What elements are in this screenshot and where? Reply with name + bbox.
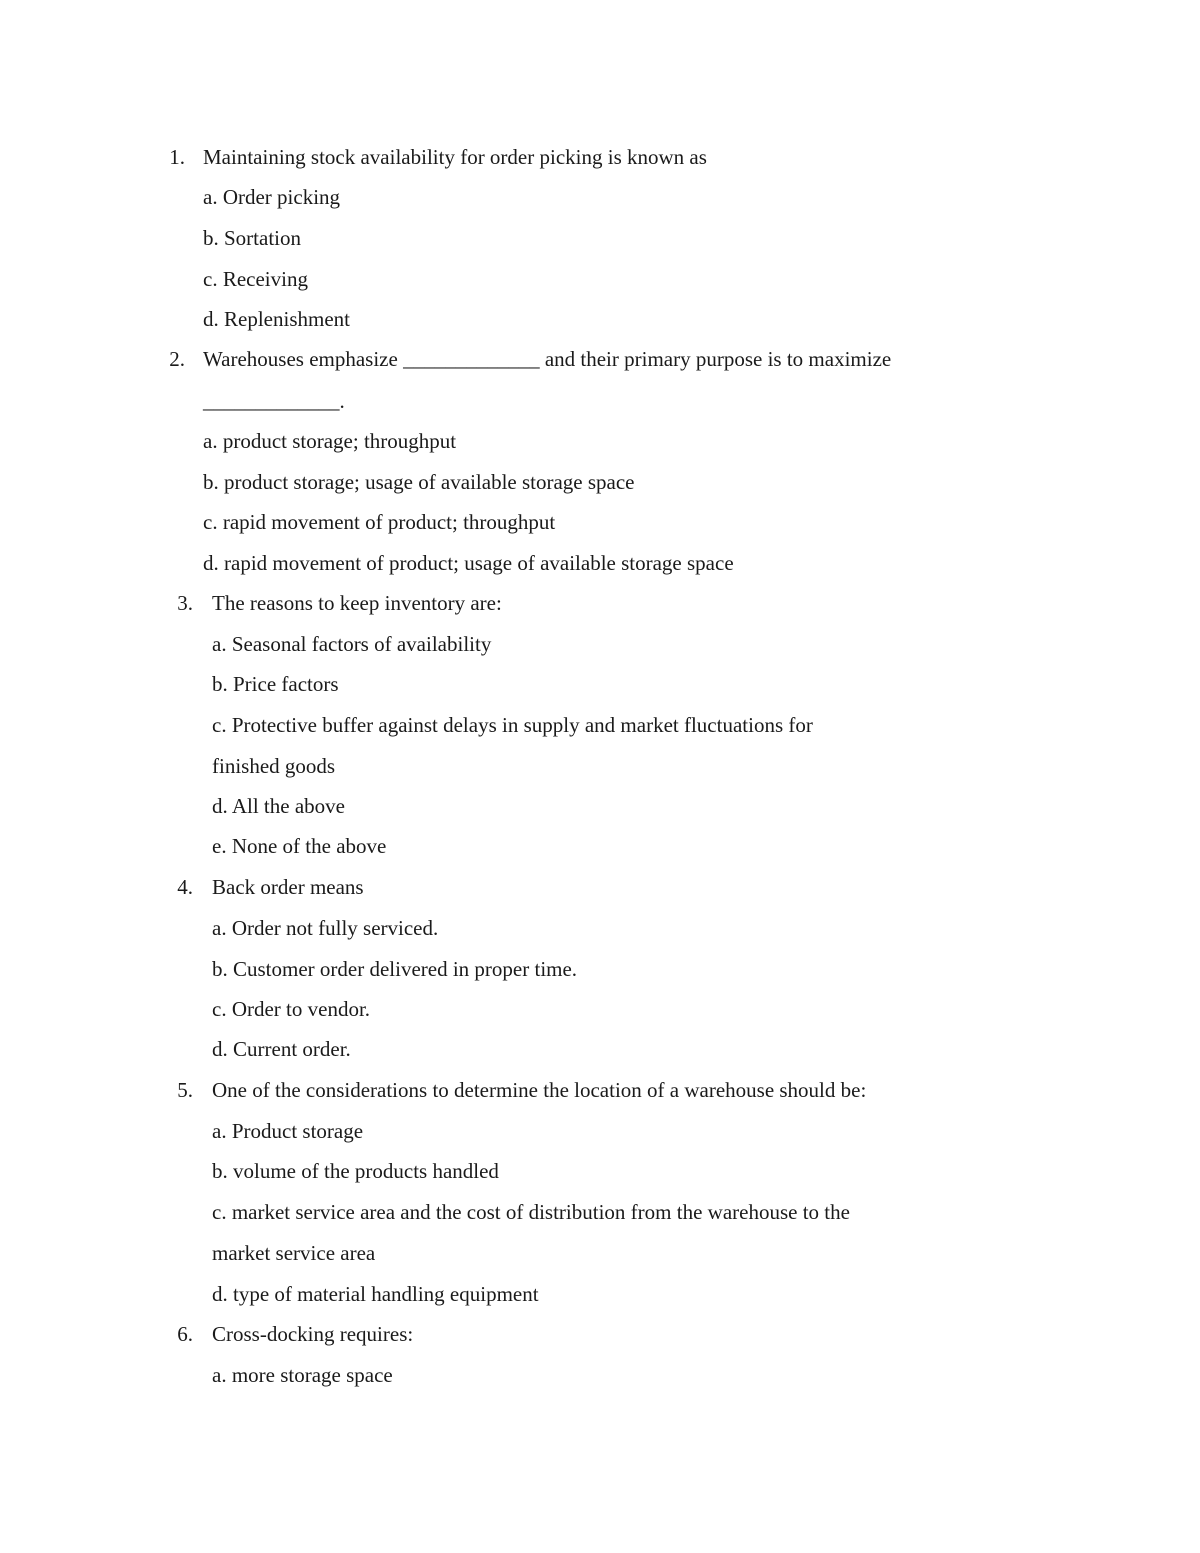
question-number: 4. — [177, 875, 193, 899]
option-a: a. Order not fully serviced. — [212, 916, 439, 940]
option-d: d. Replenishment — [203, 307, 350, 331]
option-c: c. rapid movement of product; throughput — [203, 510, 556, 534]
option-c-continued: market service area — [212, 1241, 376, 1265]
question-number: 5. — [177, 1078, 193, 1102]
option-a: a. more storage space — [212, 1363, 393, 1387]
option-d: d. rapid movement of product; usage of available storage space — [203, 551, 734, 575]
option-e: e. None of the above — [212, 834, 387, 858]
question-number: 6. — [177, 1322, 193, 1346]
question-text: Cross-docking requires: — [212, 1322, 414, 1346]
option-c-continued: finished goods — [212, 754, 336, 778]
question-number: 1. — [169, 145, 185, 169]
option-b: b. product storage; usage of available storage space — [203, 470, 635, 494]
option-c: c. Protective buffer against delays in supply and market fluctuations for — [212, 713, 813, 737]
question-text: Warehouses emphasize _____________ and their primary purpose is to maximize — [203, 347, 892, 371]
option-d: d. Current order. — [212, 1037, 351, 1061]
option-b: b. volume of the products handled — [212, 1159, 499, 1183]
option-b: b. Price factors — [212, 672, 339, 696]
option-a: a. Seasonal factors of availability — [212, 632, 492, 656]
option-b: b. Customer order delivered in proper time. — [212, 957, 578, 981]
option-a: a. Order picking — [203, 185, 341, 209]
question-text: The reasons to keep inventory are: — [212, 591, 502, 615]
question-number: 2. — [169, 347, 185, 371]
option-a: a. product storage; throughput — [203, 429, 457, 453]
option-b: b. Sortation — [203, 226, 301, 250]
question-number: 3. — [177, 591, 193, 615]
question-text: Maintaining stock availability for order picking is known as — [203, 145, 707, 169]
question-text: Back order means — [212, 875, 364, 899]
option-d: d. All the above — [212, 794, 345, 818]
option-c: c. Receiving — [203, 267, 308, 291]
option-d: d. type of material handling equipment — [212, 1282, 539, 1306]
question-text-continued: _____________. — [203, 389, 345, 413]
option-c: c. market service area and the cost of distribution from the warehouse to the — [212, 1200, 850, 1224]
question-text: One of the considerations to determine the location of a warehouse should be: — [212, 1078, 867, 1102]
option-c: c. Order to vendor. — [212, 997, 371, 1021]
option-a: a. Product storage — [212, 1119, 364, 1143]
